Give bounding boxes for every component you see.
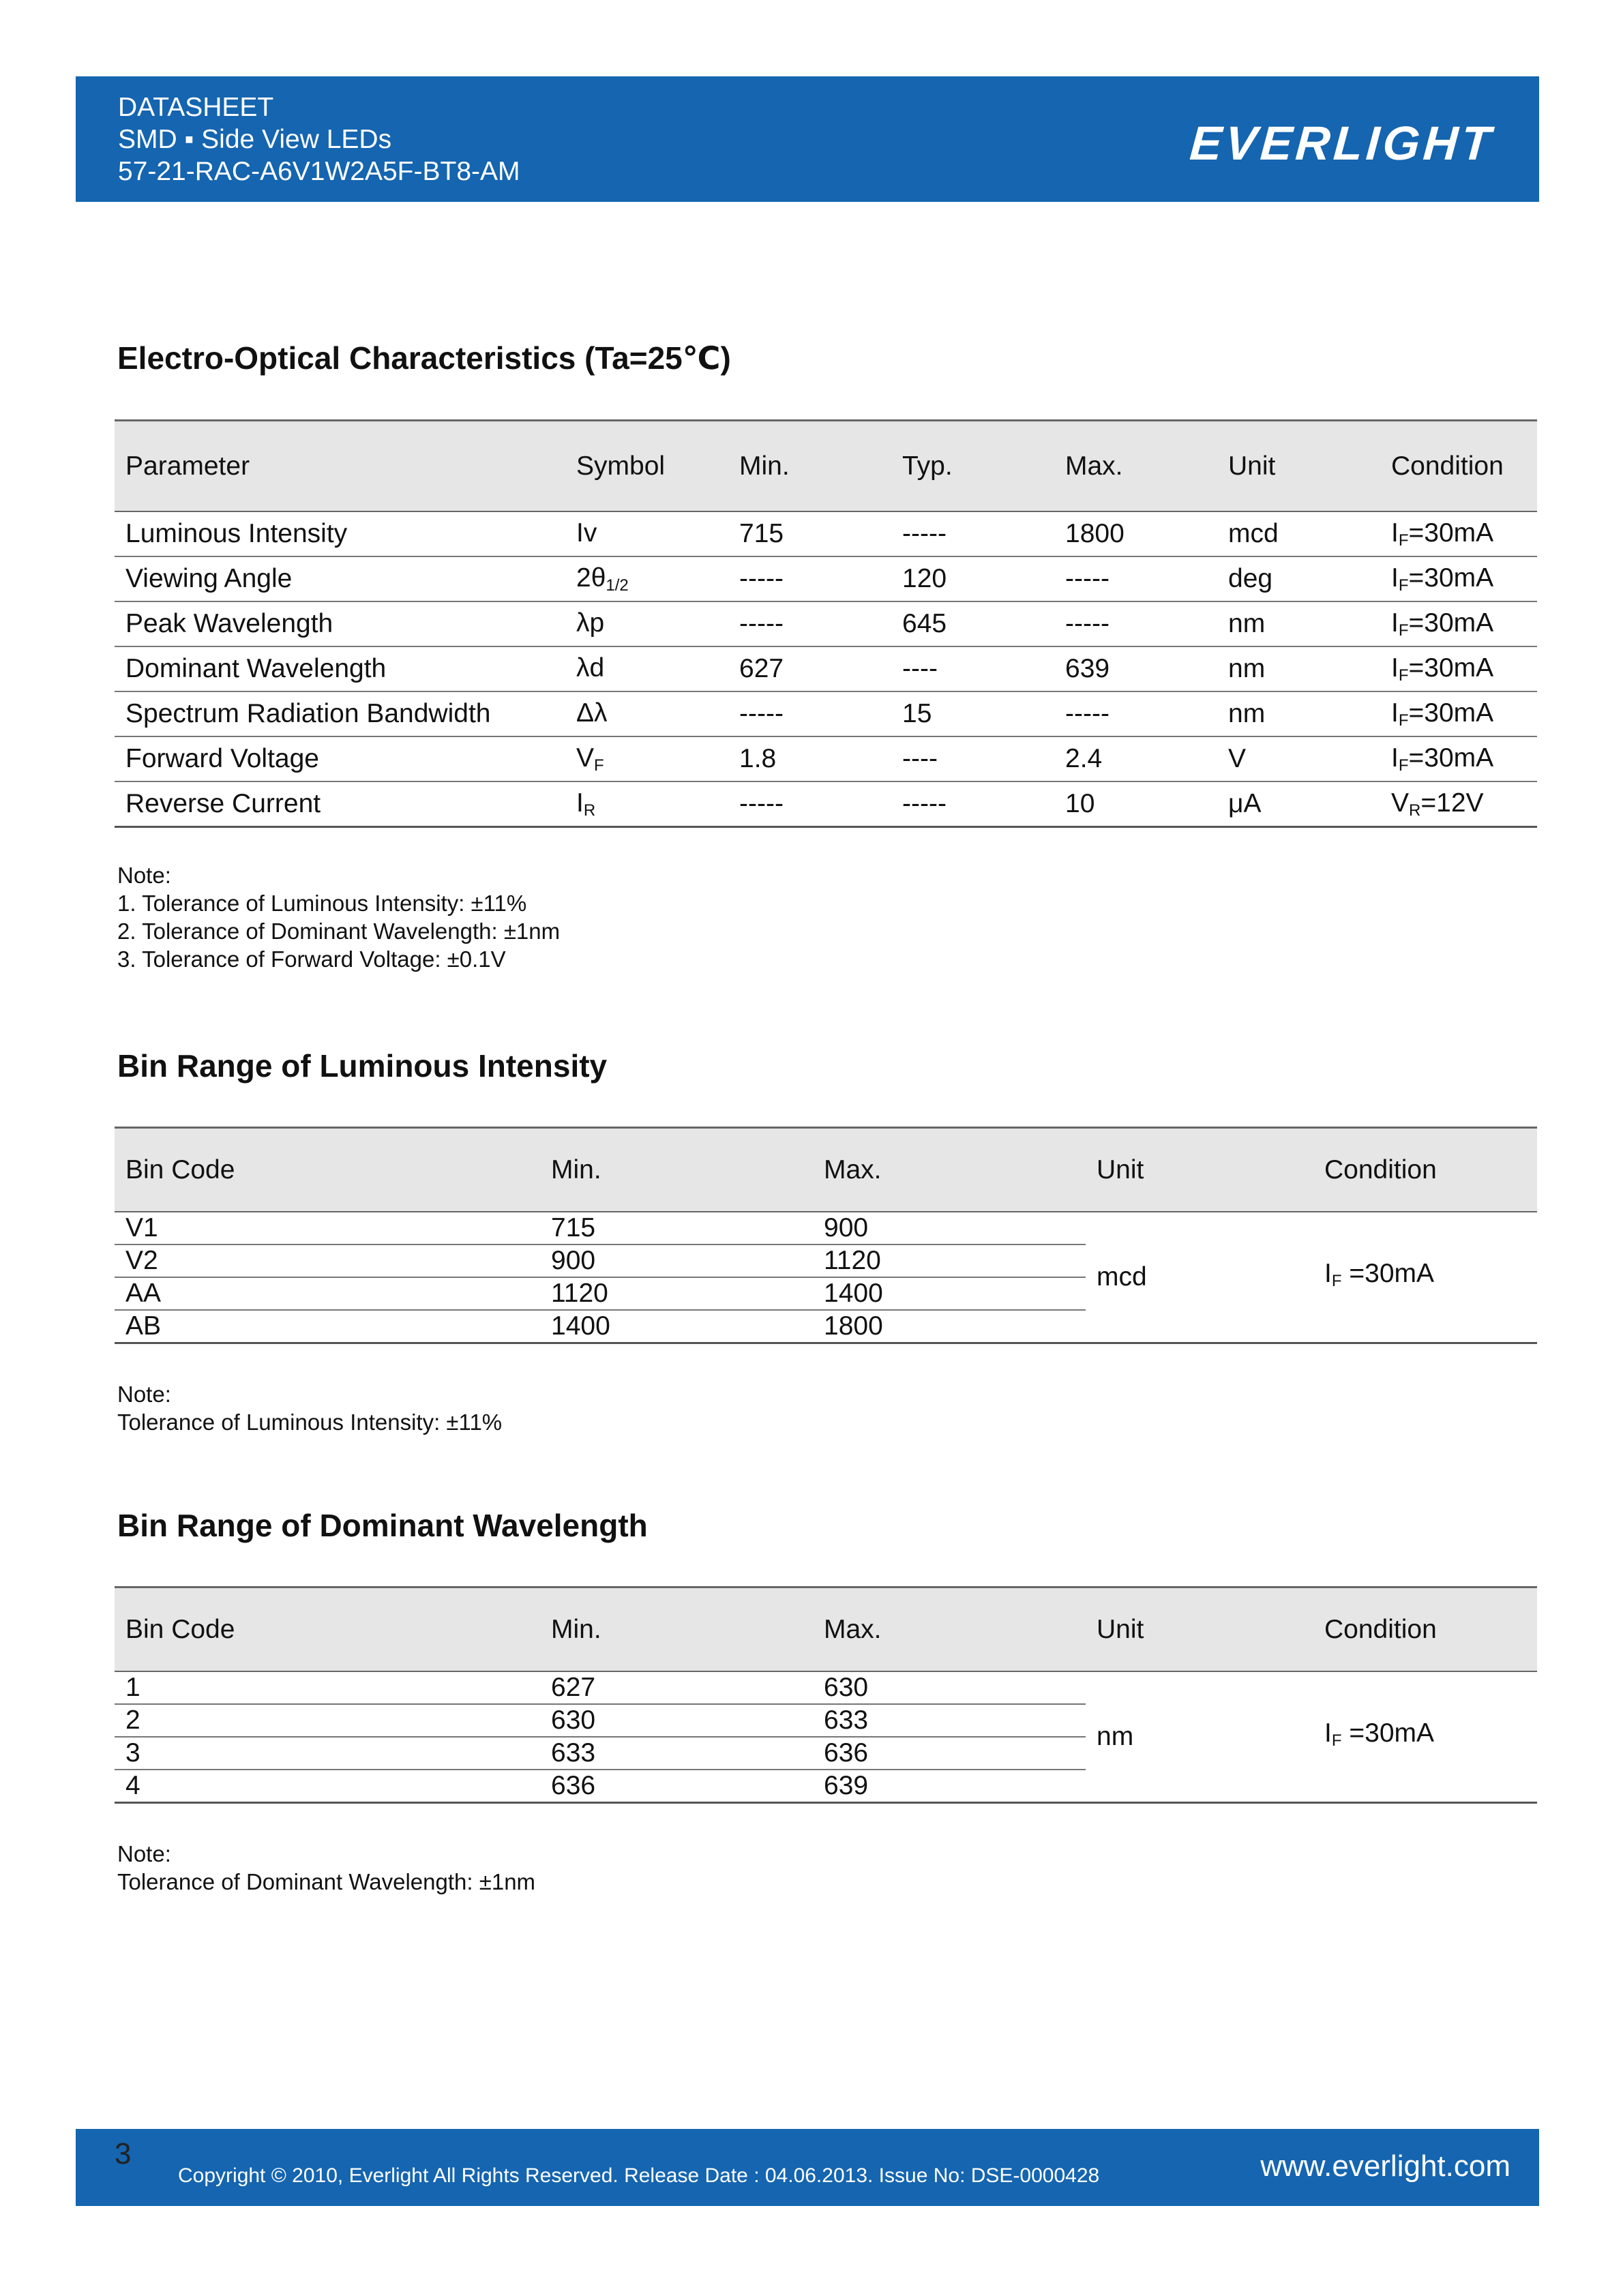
symbol-subscript: F	[594, 756, 604, 775]
condition-subscript: R	[1409, 801, 1421, 820]
symbol-main: λp	[576, 608, 605, 638]
cell-unit: nm	[1217, 601, 1380, 646]
cell-bin-code: V1	[115, 1212, 540, 1244]
note-item: Tolerance of Dominant Wavelength: ±1nm	[117, 1869, 536, 1894]
wl-header-row	[115, 1587, 1537, 1672]
cell-condition	[1380, 736, 1537, 781]
note-item: 3. Tolerance of Forward Voltage: ±0.1V	[117, 946, 506, 972]
col-typ: Typ.	[891, 421, 1054, 512]
cell-typ: ----	[891, 736, 1054, 781]
col-max: Max.	[813, 1587, 1086, 1672]
note-item: Tolerance of Luminous Intensity: ±11%	[117, 1410, 503, 1435]
col-max: Max.	[1054, 421, 1217, 512]
symbol-subscript: 1/2	[606, 576, 629, 595]
cell-min: 1400	[540, 1310, 813, 1343]
cell-unit: μA	[1217, 781, 1380, 827]
cell-min: 1.8	[728, 736, 891, 781]
cell-parameter: Forward Voltage	[115, 736, 565, 781]
col-bin-code: Bin Code	[115, 1128, 540, 1212]
col-unit: Unit	[1086, 1128, 1313, 1212]
cell-unit: deg	[1217, 556, 1380, 601]
symbol-main: V	[576, 743, 595, 773]
condition-value: =30mA	[1408, 608, 1494, 638]
condition-subscript: F	[1398, 576, 1409, 595]
cell-parameter: Reverse Current	[115, 781, 565, 827]
condition-main: I	[1391, 518, 1399, 548]
product-category: SMD ▪ Side View LEDs	[118, 125, 392, 154]
col-condition: Condition	[1313, 1587, 1537, 1672]
condition-main: I	[1324, 1718, 1332, 1748]
cell-bin-code: AA	[115, 1277, 540, 1310]
table-row	[115, 736, 1537, 781]
cell-symbol	[565, 781, 728, 827]
note-item: 1. Tolerance of Luminous Intensity: ±11%	[117, 891, 527, 916]
cell-min: 715	[728, 511, 891, 556]
cell-max: 639	[813, 1770, 1086, 1803]
cell-min: -----	[728, 556, 891, 601]
condition-subscript: F	[1398, 756, 1409, 775]
cell-max: 1400	[813, 1277, 1086, 1310]
cell-min: 633	[540, 1737, 813, 1770]
cell-symbol	[565, 601, 728, 646]
col-parameter: Parameter	[115, 421, 565, 512]
cell-min: -----	[728, 601, 891, 646]
cell-min: 715	[540, 1212, 813, 1244]
cell-max: 2.4	[1054, 736, 1217, 781]
cell-symbol	[565, 511, 728, 556]
doc-type: DATASHEET	[118, 93, 274, 122]
condition-value: =30mA	[1408, 698, 1494, 728]
col-condition: Condition	[1380, 421, 1537, 512]
table-row	[115, 1212, 1537, 1244]
condition-value: =30mA	[1408, 743, 1494, 773]
wl-title: Bin Range of Dominant Wavelength	[117, 1508, 648, 1543]
cell-parameter: Viewing Angle	[115, 556, 565, 601]
lum-title: Bin Range of Luminous Intensity	[117, 1048, 608, 1084]
lum-table	[115, 1127, 1537, 1344]
note-label: Note:	[117, 1382, 171, 1407]
cell-symbol	[565, 646, 728, 691]
cell-max: 10	[1054, 781, 1217, 827]
cell-max: 1120	[813, 1244, 1086, 1277]
cell-min: -----	[728, 691, 891, 736]
col-max: Max.	[813, 1128, 1086, 1212]
symbol-subscript: R	[583, 801, 596, 820]
cell-bin-code: AB	[115, 1310, 540, 1343]
condition-subscript: F	[1398, 711, 1409, 730]
cell-typ: 120	[891, 556, 1054, 601]
condition-subscript: F	[1331, 1271, 1342, 1290]
wl-table	[115, 1586, 1537, 1804]
condition-main: I	[1324, 1258, 1332, 1288]
cell-bin-code: V2	[115, 1244, 540, 1277]
cell-bin-code: 3	[115, 1737, 540, 1770]
lum-header-row	[115, 1128, 1537, 1212]
note-item: 2. Tolerance of Dominant Wavelength: ±1nm	[117, 919, 561, 944]
cell-max: 1800	[1054, 511, 1217, 556]
cell-condition	[1313, 1671, 1537, 1803]
condition-subscript: F	[1398, 621, 1409, 640]
cell-unit: V	[1217, 736, 1380, 781]
condition-main: I	[1391, 653, 1399, 683]
everlight-logo: EVERLIGHT	[1188, 117, 1496, 170]
cell-condition	[1380, 601, 1537, 646]
cell-symbol	[565, 556, 728, 601]
condition-main: I	[1391, 608, 1399, 638]
cell-condition	[1380, 781, 1537, 827]
cell-unit: nm	[1086, 1671, 1313, 1803]
condition-main: I	[1391, 743, 1399, 773]
cell-min: 627	[728, 646, 891, 691]
cell-condition	[1380, 511, 1537, 556]
cell-min: 900	[540, 1244, 813, 1277]
eo-table	[115, 419, 1537, 828]
cell-typ: 15	[891, 691, 1054, 736]
cell-typ: ----	[891, 646, 1054, 691]
cell-parameter: Dominant Wavelength	[115, 646, 565, 691]
header-lines	[118, 91, 520, 188]
cell-typ: 645	[891, 601, 1054, 646]
copyright: Copyright © 2010, Everlight All Rights Reserved. Release Date : 04.06.2013. Issue No: DSE-0000428	[178, 2164, 1100, 2187]
cell-max: 636	[813, 1737, 1086, 1770]
cell-bin-code: 2	[115, 1704, 540, 1737]
page-number: 3	[115, 2137, 132, 2171]
condition-subscript: F	[1331, 1731, 1342, 1750]
cell-min: 627	[540, 1671, 813, 1704]
cell-symbol	[565, 691, 728, 736]
cell-max: 639	[1054, 646, 1217, 691]
col-min: Min.	[728, 421, 891, 512]
eo-header-row	[115, 421, 1537, 512]
lum-notes	[117, 1380, 502, 1436]
cell-unit: mcd	[1086, 1212, 1313, 1343]
part-number: 57-21-RAC-A6V1W2A5F-BT8-AM	[118, 157, 520, 186]
cell-max: 630	[813, 1671, 1086, 1704]
cell-max: -----	[1054, 601, 1217, 646]
table-row	[115, 556, 1537, 601]
col-bin-code: Bin Code	[115, 1587, 540, 1672]
cell-parameter: Spectrum Radiation Bandwidth	[115, 691, 565, 736]
col-min: Min.	[540, 1128, 813, 1212]
condition-value: =30mA	[1341, 1258, 1435, 1288]
page-header	[76, 76, 1539, 202]
symbol-main: Δλ	[576, 698, 608, 728]
condition-subscript: F	[1398, 531, 1409, 550]
cell-unit: nm	[1217, 646, 1380, 691]
cell-condition	[1380, 646, 1537, 691]
cell-min: 630	[540, 1704, 813, 1737]
table-row	[115, 691, 1537, 736]
note-label: Note:	[117, 1841, 171, 1866]
cell-condition	[1313, 1212, 1537, 1343]
condition-value: =30mA	[1408, 563, 1494, 593]
condition-value: =12V	[1420, 788, 1484, 818]
condition-subscript: F	[1398, 666, 1409, 685]
table-row	[115, 1671, 1537, 1704]
cell-unit: nm	[1217, 691, 1380, 736]
note-label: Note:	[117, 863, 171, 888]
cell-max: 1800	[813, 1310, 1086, 1343]
cell-typ: -----	[891, 781, 1054, 827]
cell-max: 900	[813, 1212, 1086, 1244]
symbol-main: 2θ	[576, 563, 606, 593]
symbol-main: Iv	[576, 518, 597, 548]
cell-symbol	[565, 736, 728, 781]
col-min: Min.	[540, 1587, 813, 1672]
col-unit: Unit	[1086, 1587, 1313, 1672]
cell-typ: -----	[891, 511, 1054, 556]
page-footer	[76, 2129, 1539, 2206]
cell-min: 1120	[540, 1277, 813, 1310]
cell-bin-code: 1	[115, 1671, 540, 1704]
condition-main: V	[1391, 788, 1410, 818]
condition-value: =30mA	[1341, 1718, 1435, 1748]
condition-main: I	[1391, 698, 1399, 728]
cell-bin-code: 4	[115, 1770, 540, 1803]
symbol-main: λd	[576, 653, 605, 683]
table-row	[115, 781, 1537, 827]
cell-min: -----	[728, 781, 891, 827]
condition-value: =30mA	[1408, 653, 1494, 683]
cell-min: 636	[540, 1770, 813, 1803]
website-link[interactable]: www.everlight.com	[1260, 2149, 1510, 2183]
eo-notes	[117, 861, 560, 973]
cell-max: -----	[1054, 556, 1217, 601]
condition-value: =30mA	[1408, 518, 1494, 548]
col-symbol: Symbol	[565, 421, 728, 512]
cell-max: -----	[1054, 691, 1217, 736]
eo-title: Electro-Optical Characteristics (Ta=25℃)	[117, 340, 731, 376]
cell-parameter: Peak Wavelength	[115, 601, 565, 646]
col-unit: Unit	[1217, 421, 1380, 512]
cell-condition	[1380, 691, 1537, 736]
col-condition: Condition	[1313, 1128, 1537, 1212]
table-row	[115, 511, 1537, 556]
cell-condition	[1380, 556, 1537, 601]
symbol-main: I	[576, 788, 584, 818]
table-row	[115, 646, 1537, 691]
cell-max: 633	[813, 1704, 1086, 1737]
cell-unit: mcd	[1217, 511, 1380, 556]
table-row	[115, 601, 1537, 646]
condition-main: I	[1391, 563, 1399, 593]
wl-notes	[117, 1840, 535, 1896]
cell-parameter: Luminous Intensity	[115, 511, 565, 556]
